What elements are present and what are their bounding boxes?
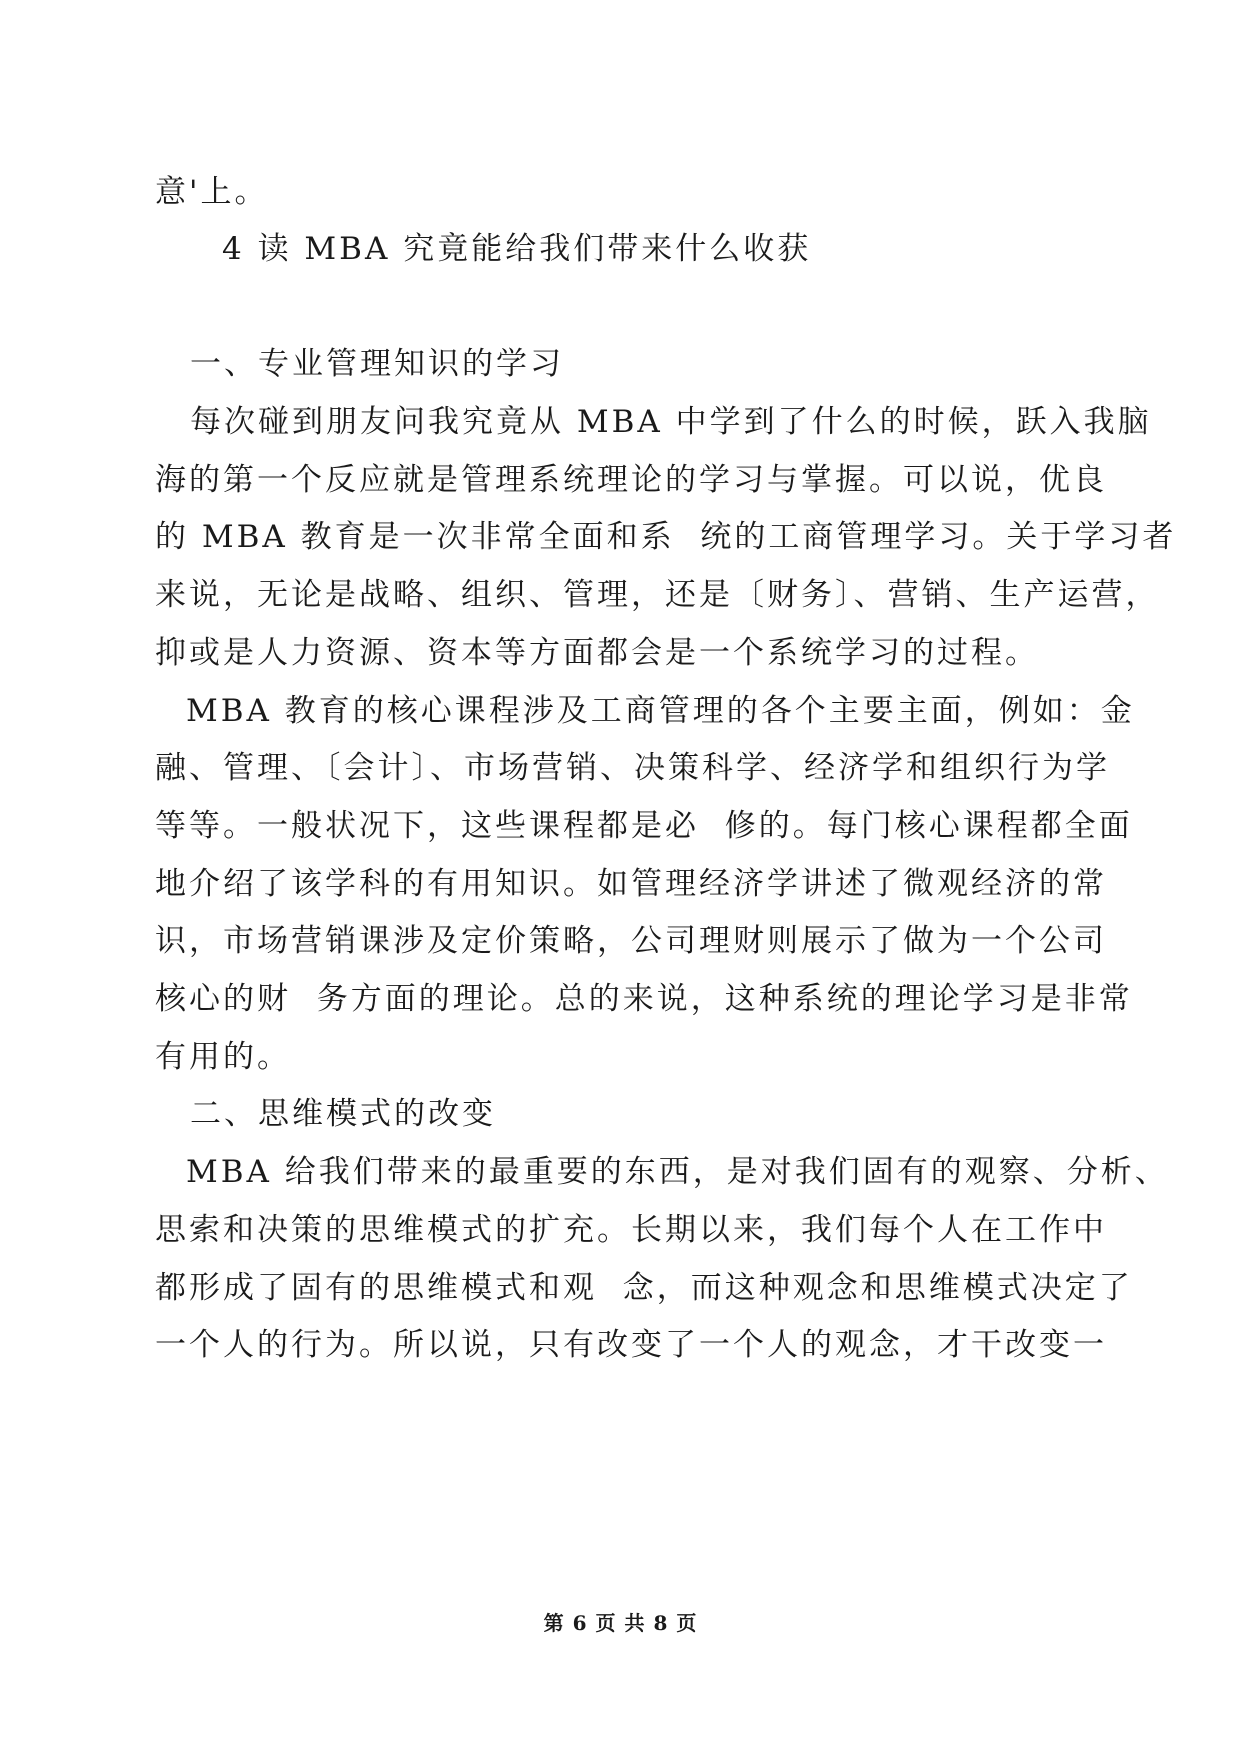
section1-para1-line: 的 MBA 教育是一次非常全面和系 统的工商管理学习。关于学习者 [155, 519, 1177, 555]
section1-para2-line: 融、管理、〔会计〕、市场营销、决策科学、经济学和组织行为学 [155, 750, 1110, 786]
section1-heading: 一、专业管理知识的学习 [190, 346, 564, 382]
section2-para1-line: 一个人的行为。所以说，只有改变了一个人的观念，才干改变一 [155, 1327, 1107, 1363]
section1-para1-line: 每次碰到朋友问我究竟从 MBA 中学到了什么的时候，跃入我脑 [190, 404, 1152, 440]
section1-para1-line: 海的第一个反应就是管理系统理论的学习与掌握。可以说，优良 [155, 462, 1107, 498]
article-title: 4 读 MBA 究竟能给我们带来什么收获 [222, 231, 812, 267]
page-number-footer: 第 6 页 共 8 页 [543, 1611, 698, 1635]
section2-para1-line: 都形成了固有的思维模式和观 念，而这种观念和思维模式决定了 [155, 1270, 1133, 1306]
continuation-text: 意'上。 [155, 174, 269, 210]
section1-para2-line: 识，市场营销课涉及定价策略，公司理财则展示了做为一个公司 [155, 923, 1107, 959]
section1-para2-line: 等等。一般状况下，这些课程都是必 修的。每门核心课程都全面 [155, 808, 1133, 844]
section1-para2-line: MBA 教育的核心课程涉及工商管理的各个主要主面，例如：金 [186, 693, 1135, 729]
section2-heading: 二、思维模式的改变 [190, 1096, 496, 1132]
section2-para1-line: 思索和决策的思维模式的扩充。长期以来，我们每个人在工作中 [155, 1212, 1107, 1248]
section1-para2-line: 地介绍了该学科的有用知识。如管理经济学讲述了微观经济的常 [155, 866, 1107, 902]
section1-para1-line: 抑或是人力资源、资本等方面都会是一个系统学习的过程。 [155, 635, 1039, 671]
section2-para1-line: MBA 给我们带来的最重要的东西，是对我们固有的观察、分析、 [186, 1154, 1169, 1190]
section1-para1-line: 来说，无论是战略、组织、管理，还是〔财务〕、营销、生产运营， [155, 577, 1160, 613]
section1-para2-line: 核心的财 务方面的理论。总的来说，这种系统的理论学习是非常 [155, 981, 1133, 1017]
section1-para2-line: 有用的。 [155, 1039, 291, 1075]
